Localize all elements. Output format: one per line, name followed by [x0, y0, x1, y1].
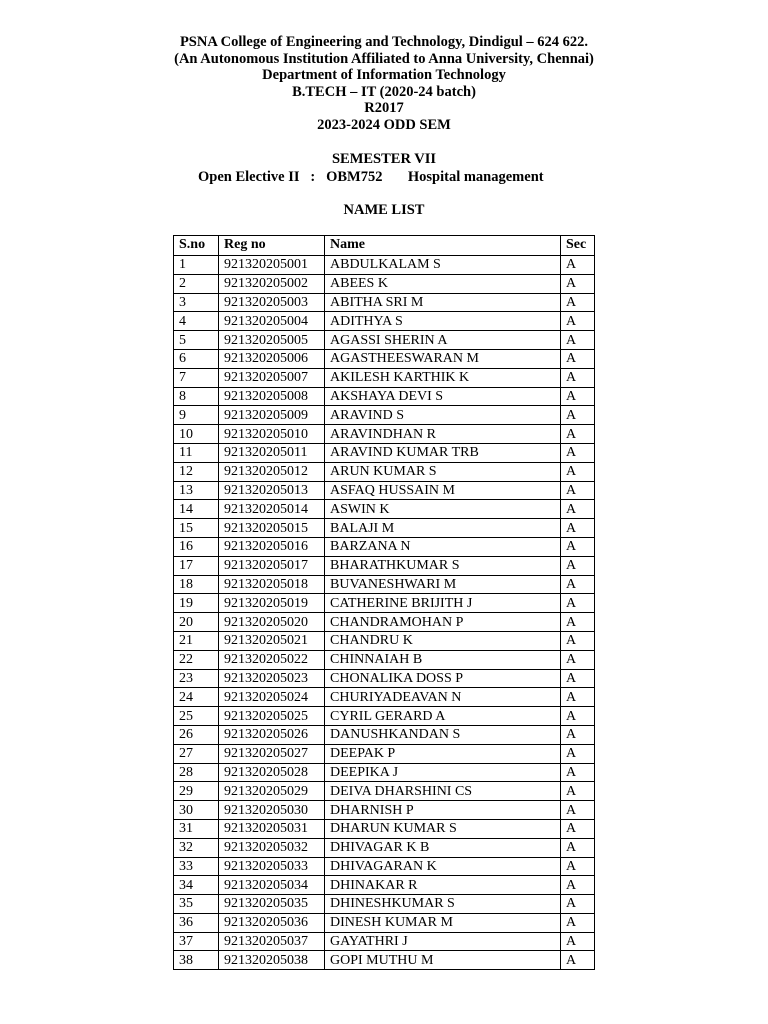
name-cell: DHINESHKUMAR S: [325, 895, 561, 914]
sno-cell: 22: [174, 650, 219, 669]
sec-cell: A: [561, 500, 595, 519]
sno-cell: 34: [174, 876, 219, 895]
table-row: [174, 537, 595, 556]
regno-cell: 921320205026: [219, 725, 325, 744]
regno-cell: 921320205013: [219, 481, 325, 500]
elective-line: [198, 168, 618, 186]
regno-cell: 921320205020: [219, 613, 325, 632]
name-cell: AGASTHEESWARAN M: [325, 349, 561, 368]
sno-cell: 15: [174, 519, 219, 538]
table-row: [174, 876, 595, 895]
elective-label: Open Elective II: [198, 169, 300, 185]
regno-cell: 921320205037: [219, 932, 325, 951]
table-row: [174, 650, 595, 669]
regno-cell: 921320205017: [219, 556, 325, 575]
name-cell: ABITHA SRI M: [325, 293, 561, 312]
table-row: [174, 801, 595, 820]
sno-cell: 31: [174, 819, 219, 838]
sno-cell: 11: [174, 443, 219, 462]
table-row: [174, 763, 595, 782]
regno-cell: 921320205005: [219, 331, 325, 350]
sno-cell: 17: [174, 556, 219, 575]
sno-cell: 38: [174, 951, 219, 970]
sno-cell: 10: [174, 425, 219, 444]
table-row: [174, 782, 595, 801]
table-row: [174, 425, 595, 444]
table-row: [174, 688, 595, 707]
sno-cell: 26: [174, 725, 219, 744]
regno-cell: 921320205012: [219, 462, 325, 481]
table-row: [174, 744, 595, 763]
regno-cell: 921320205036: [219, 913, 325, 932]
table-row: [174, 406, 595, 425]
table-row: [174, 293, 595, 312]
table-row: [174, 707, 595, 726]
regno-cell: 921320205011: [219, 443, 325, 462]
name-cell: ARUN KUMAR S: [325, 462, 561, 481]
name-cell: AKILESH KARTHIK K: [325, 368, 561, 387]
sno-cell: 19: [174, 594, 219, 613]
name-cell: AKSHAYA DEVI S: [325, 387, 561, 406]
name-cell: CHANDRAMOHAN P: [325, 613, 561, 632]
sno-cell: 6: [174, 349, 219, 368]
sno-cell: 14: [174, 500, 219, 519]
name-cell: CHANDRU K: [325, 631, 561, 650]
sno-cell: 24: [174, 688, 219, 707]
name-cell: CHONALIKA DOSS P: [325, 669, 561, 688]
sno-cell: 20: [174, 613, 219, 632]
regno-cell: 921320205018: [219, 575, 325, 594]
sno-cell: 33: [174, 857, 219, 876]
name-cell: DEIVA DHARSHINI CS: [325, 782, 561, 801]
sec-cell: A: [561, 857, 595, 876]
name-cell: GAYATHRI J: [325, 932, 561, 951]
table-row: [174, 519, 595, 538]
sec-cell: A: [561, 650, 595, 669]
sec-cell: A: [561, 613, 595, 632]
table-header-row: [174, 236, 595, 256]
sno-cell: 4: [174, 312, 219, 331]
table-row: [174, 387, 595, 406]
regno-cell: 921320205022: [219, 650, 325, 669]
sno-cell: 7: [174, 368, 219, 387]
table-row: [174, 895, 595, 914]
student-table: [173, 235, 595, 970]
regulation: R2017: [364, 100, 404, 116]
sec-cell: A: [561, 838, 595, 857]
sec-cell: A: [561, 913, 595, 932]
regno-cell: 921320205009: [219, 406, 325, 425]
sec-cell: A: [561, 537, 595, 556]
regno-cell: 921320205015: [219, 519, 325, 538]
sec-cell: A: [561, 349, 595, 368]
regno-cell: 921320205004: [219, 312, 325, 331]
name-cell: GOPI MUTHU M: [325, 951, 561, 970]
table-row: [174, 575, 595, 594]
table-row: [174, 349, 595, 368]
sno-cell: 2: [174, 274, 219, 293]
sec-cell: A: [561, 688, 595, 707]
name-cell: ABDULKALAM S: [325, 256, 561, 275]
table-row: [174, 274, 595, 293]
name-cell: BALAJI M: [325, 519, 561, 538]
table-row: [174, 443, 595, 462]
name-cell: ASWIN K: [325, 500, 561, 519]
college-name: PSNA College of Engineering and Technology, Dindigul – 624 622.: [179, 34, 589, 50]
table-row: [174, 951, 595, 970]
regno-cell: 921320205034: [219, 876, 325, 895]
sec-cell: A: [561, 951, 595, 970]
table-row: [174, 838, 595, 857]
header-name: Name: [325, 236, 561, 256]
name-cell: ADITHYA S: [325, 312, 561, 331]
header-sec: Sec: [561, 236, 595, 256]
sno-cell: 1: [174, 256, 219, 275]
regno-cell: 921320205002: [219, 274, 325, 293]
name-cell: CYRIL GERARD A: [325, 707, 561, 726]
regno-cell: 921320205021: [219, 631, 325, 650]
sno-cell: 32: [174, 838, 219, 857]
semester-heading: SEMESTER VII: [331, 151, 437, 167]
sno-cell: 12: [174, 462, 219, 481]
sec-cell: A: [561, 744, 595, 763]
regno-cell: 921320205008: [219, 387, 325, 406]
regno-cell: 921320205014: [219, 500, 325, 519]
sec-cell: A: [561, 763, 595, 782]
sno-cell: 37: [174, 932, 219, 951]
sno-cell: 21: [174, 631, 219, 650]
table-row: [174, 819, 595, 838]
sec-cell: A: [561, 876, 595, 895]
regno-cell: 921320205032: [219, 838, 325, 857]
header-regno: Reg no: [219, 236, 325, 256]
sno-cell: 8: [174, 387, 219, 406]
sec-cell: A: [561, 631, 595, 650]
regno-cell: 921320205006: [219, 349, 325, 368]
sec-cell: A: [561, 443, 595, 462]
regno-cell: 921320205024: [219, 688, 325, 707]
course-code: OBM752: [326, 169, 383, 185]
name-cell: DHARNISH P: [325, 801, 561, 820]
table-row: [174, 725, 595, 744]
sec-cell: A: [561, 556, 595, 575]
table-row: [174, 669, 595, 688]
sno-cell: 3: [174, 293, 219, 312]
name-cell: DHIVAGAR K B: [325, 838, 561, 857]
sec-cell: A: [561, 462, 595, 481]
name-cell: BARZANA N: [325, 537, 561, 556]
sno-cell: 35: [174, 895, 219, 914]
name-cell: CHURIYADEAVAN N: [325, 688, 561, 707]
name-list-title: NAME LIST: [343, 202, 425, 218]
regno-cell: 921320205031: [219, 819, 325, 838]
document-header: [0, 34, 768, 133]
name-cell: BUVANESHWARI M: [325, 575, 561, 594]
name-cell: DEEPIKA J: [325, 763, 561, 782]
sno-cell: 18: [174, 575, 219, 594]
sec-cell: A: [561, 387, 595, 406]
table-row: [174, 368, 595, 387]
sno-cell: 9: [174, 406, 219, 425]
name-cell: DINESH KUMAR M: [325, 913, 561, 932]
name-cell: DHARUN KUMAR S: [325, 819, 561, 838]
regno-cell: 921320205001: [219, 256, 325, 275]
department: Department of Information Technology: [262, 67, 506, 83]
sec-cell: A: [561, 782, 595, 801]
table-row: [174, 857, 595, 876]
sec-cell: A: [561, 312, 595, 331]
name-cell: ARAVIND S: [325, 406, 561, 425]
regno-cell: 921320205028: [219, 763, 325, 782]
regno-cell: 921320205038: [219, 951, 325, 970]
regno-cell: 921320205010: [219, 425, 325, 444]
sec-cell: A: [561, 575, 595, 594]
name-cell: ASFAQ HUSSAIN M: [325, 481, 561, 500]
name-cell: BHARATHKUMAR S: [325, 556, 561, 575]
affiliation: (An Autonomous Institution Affiliated to Anna University, Chennai): [174, 50, 594, 67]
sno-cell: 28: [174, 763, 219, 782]
table-row: [174, 556, 595, 575]
table-row: [174, 312, 595, 331]
sec-cell: A: [561, 256, 595, 275]
name-cell: DHINAKAR R: [325, 876, 561, 895]
sno-cell: 36: [174, 913, 219, 932]
sno-cell: 5: [174, 331, 219, 350]
academic-semester: 2023-2024 ODD SEM: [317, 116, 451, 133]
table-row: [174, 481, 595, 500]
sno-cell: 13: [174, 481, 219, 500]
sec-cell: A: [561, 368, 595, 387]
regno-cell: 921320205035: [219, 895, 325, 914]
sno-cell: 25: [174, 707, 219, 726]
sec-cell: A: [561, 274, 595, 293]
sno-cell: 23: [174, 669, 219, 688]
name-cell: ARAVINDHAN R: [325, 425, 561, 444]
regno-cell: 921320205023: [219, 669, 325, 688]
sno-cell: 29: [174, 782, 219, 801]
header-sno: S.no: [174, 236, 219, 256]
sec-cell: A: [561, 331, 595, 350]
sec-cell: A: [561, 406, 595, 425]
regno-cell: 921320205016: [219, 537, 325, 556]
program-batch: B.TECH – IT (2020-24 batch): [292, 83, 476, 100]
regno-cell: 921320205030: [219, 801, 325, 820]
table-row: [174, 913, 595, 932]
sno-cell: 16: [174, 537, 219, 556]
table-row: [174, 932, 595, 951]
regno-cell: 921320205029: [219, 782, 325, 801]
sec-cell: A: [561, 801, 595, 820]
sno-cell: 27: [174, 744, 219, 763]
sec-cell: A: [561, 932, 595, 951]
sec-cell: A: [561, 293, 595, 312]
table-row: [174, 331, 595, 350]
sec-cell: A: [561, 425, 595, 444]
sno-cell: 30: [174, 801, 219, 820]
table-row: [174, 500, 595, 519]
name-cell: CATHERINE BRIJITH J: [325, 594, 561, 613]
regno-cell: 921320205025: [219, 707, 325, 726]
table-row: [174, 594, 595, 613]
sec-cell: A: [561, 895, 595, 914]
regno-cell: 921320205033: [219, 857, 325, 876]
table-row: [174, 613, 595, 632]
name-cell: DEEPAK P: [325, 744, 561, 763]
name-cell: AGASSI SHERIN A: [325, 331, 561, 350]
sec-cell: A: [561, 707, 595, 726]
table-row: [174, 256, 595, 275]
table-row: [174, 462, 595, 481]
regno-cell: 921320205007: [219, 368, 325, 387]
elective-separator: :: [310, 169, 316, 185]
regno-cell: 921320205019: [219, 594, 325, 613]
name-cell: ARAVIND KUMAR TRB: [325, 443, 561, 462]
regno-cell: 921320205027: [219, 744, 325, 763]
sec-cell: A: [561, 725, 595, 744]
sec-cell: A: [561, 819, 595, 838]
regno-cell: 921320205003: [219, 293, 325, 312]
sec-cell: A: [561, 594, 595, 613]
name-cell: DANUSHKANDAN S: [325, 725, 561, 744]
sec-cell: A: [561, 481, 595, 500]
name-cell: ABEES K: [325, 274, 561, 293]
course-name: Hospital management: [407, 169, 544, 185]
table-row: [174, 631, 595, 650]
sec-cell: A: [561, 519, 595, 538]
name-cell: DHIVAGARAN K: [325, 857, 561, 876]
sec-cell: A: [561, 669, 595, 688]
name-cell: CHINNAIAH B: [325, 650, 561, 669]
